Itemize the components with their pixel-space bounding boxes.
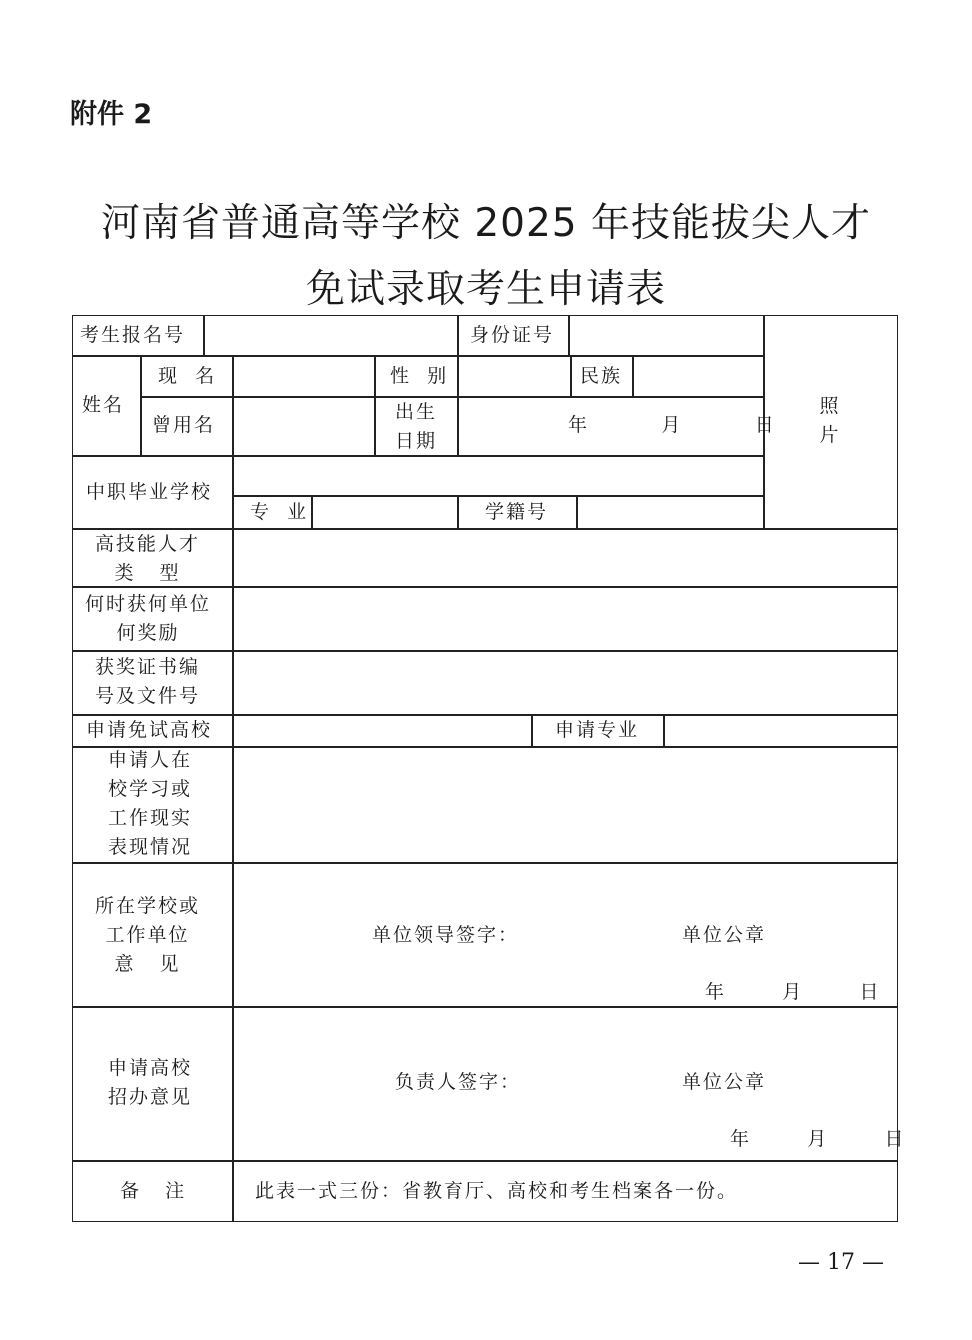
major-label: 专 业 <box>250 501 309 523</box>
photo-label: 照 片 <box>819 395 841 446</box>
talent-type-label: 高技能人才 类 型 <box>95 533 201 584</box>
column-line <box>570 355 572 396</box>
column-line <box>311 495 313 528</box>
unit-seal-label: 单位公章 <box>682 924 767 946</box>
vocational-school-label: 中职毕业学校 <box>86 481 213 503</box>
unit-seal-label: 单位公章 <box>682 1071 767 1093</box>
column-line <box>203 315 205 355</box>
name-label: 姓名 <box>82 394 125 416</box>
university-opinion-label: 申请高校 招办意见 <box>108 1057 193 1108</box>
column-line <box>140 355 142 455</box>
column-line <box>232 355 234 455</box>
opinion-date: 年 月 日 <box>705 981 881 1003</box>
row-line <box>72 746 898 748</box>
remarks-text: 此表一式三份：省教育厅、高校和考生档案各一份。 <box>255 1180 739 1202</box>
remarks-label: 备 注 <box>120 1180 187 1202</box>
ethnicity-label: 民族 <box>580 365 623 387</box>
birth-date-ymd: 年 月 日 <box>568 414 776 436</box>
row-line <box>140 396 764 398</box>
row-line <box>72 1160 898 1162</box>
opinion-date: 年 月 日 <box>730 1128 906 1150</box>
award-label: 何时获何单位 何奖励 <box>85 593 212 644</box>
column-line <box>457 495 459 528</box>
apply-major-label: 申请专业 <box>555 719 640 741</box>
gender-label: 性 别 <box>390 365 449 387</box>
column-line <box>232 455 234 1222</box>
id-number-label: 身份证号 <box>470 324 555 346</box>
attachment-label: 附件 2 <box>70 99 153 130</box>
column-line <box>576 495 578 528</box>
form-title-line-2: 免试录取考生申请表 <box>305 267 666 312</box>
form-title-line-1: 河南省普通高等学校 2025 年技能拔尖人才 <box>100 201 872 246</box>
column-line <box>457 355 459 455</box>
column-line <box>531 714 533 746</box>
exam-number-label: 考生报名号 <box>80 324 186 346</box>
school-opinion-label: 所在学校或 工作单位 意 见 <box>95 895 201 975</box>
birth-date-label: 出生 日期 <box>395 401 438 452</box>
page-number: — 17 — <box>798 1250 884 1275</box>
row-line <box>72 650 898 652</box>
certificate-label: 获奖证书编 号及文件号 <box>95 656 201 707</box>
column-line <box>374 355 376 455</box>
leader-signature-label: 单位领导签字： <box>372 924 520 946</box>
student-id-label: 学籍号 <box>485 501 549 523</box>
current-name-label: 现 名 <box>158 365 217 387</box>
row-line <box>72 862 898 864</box>
former-name-label: 曾用名 <box>152 414 216 436</box>
column-line <box>663 714 665 746</box>
apply-university-label: 申请免试高校 <box>86 719 213 741</box>
column-line <box>632 355 634 396</box>
performance-label: 申请人在 校学习或 工作现实 表现情况 <box>108 749 193 858</box>
row-line <box>72 355 764 357</box>
responsible-signature-label: 负责人签字： <box>395 1071 522 1093</box>
column-line <box>568 315 570 355</box>
column-line <box>457 315 459 355</box>
